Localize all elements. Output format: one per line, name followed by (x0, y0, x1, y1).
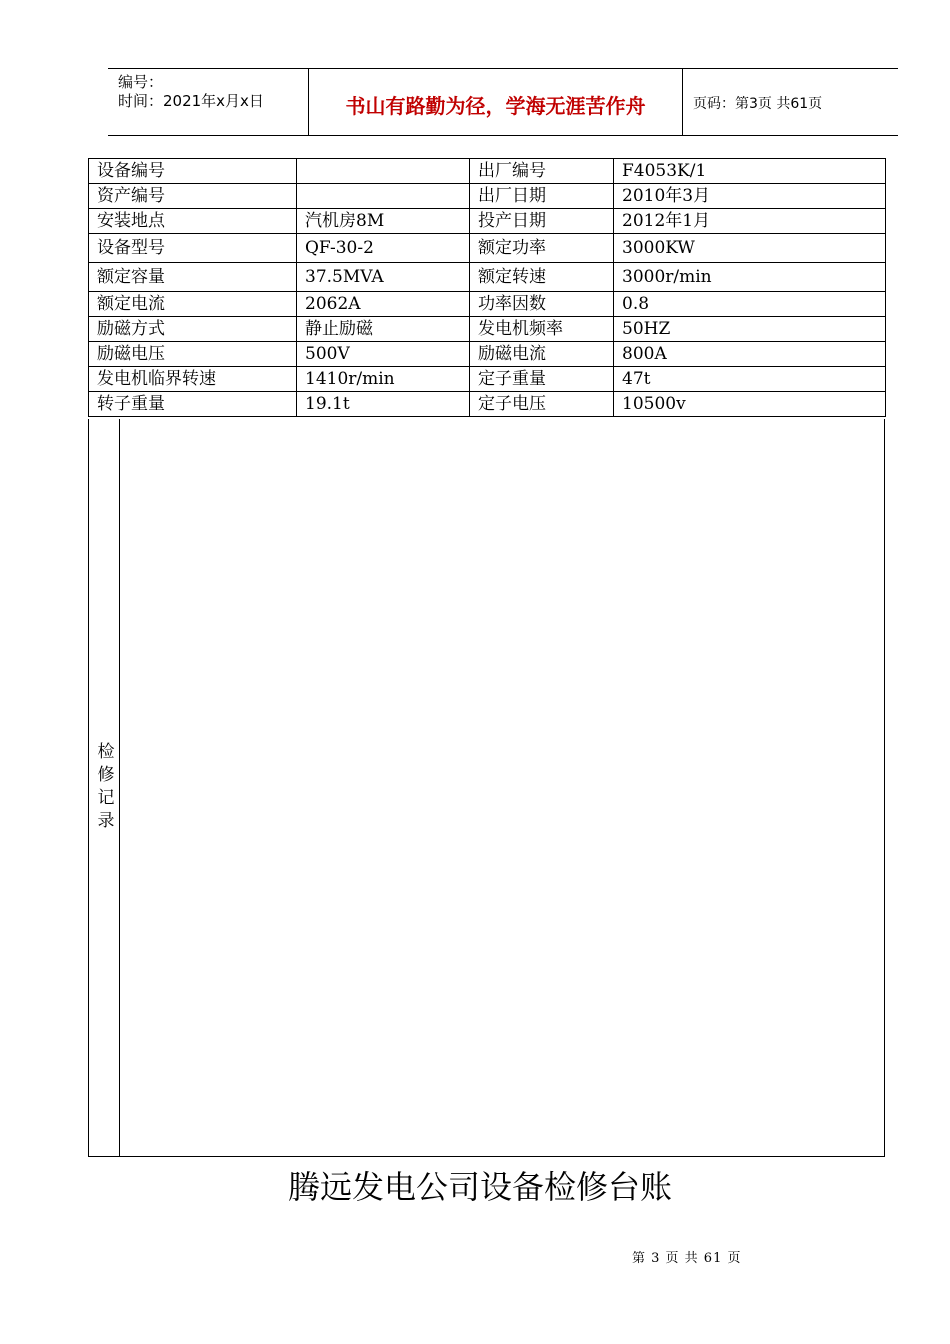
page-header (108, 68, 898, 136)
number-label: 编号： (118, 73, 164, 91)
page-number: 第 3 页 共 61 页 (632, 1251, 742, 1266)
record-label-cell (89, 419, 120, 1156)
table-row (89, 184, 886, 209)
spec-label-cell: 定子重量 (470, 367, 614, 392)
spec-value-cell: 2010年3月 (614, 184, 886, 209)
record-label: 检修记录 (93, 741, 114, 834)
spec-label-cell: 投产日期 (470, 209, 614, 234)
spec-value-cell: 汽机房8M (297, 209, 470, 234)
spec-label-cell: 额定容量 (89, 263, 297, 292)
spec-value-cell: F4053K/1 (614, 159, 886, 184)
table-row (89, 342, 886, 367)
spec-label-cell: 额定功率 (470, 234, 614, 263)
spec-value-cell: 37.5MVA (297, 263, 470, 292)
time-label: 时间：2021年x月x日 (118, 92, 264, 110)
header-page-info: 页码：第3页 共61页 (693, 96, 823, 112)
spec-value-cell: 3000KW (614, 234, 886, 263)
spec-label-cell: 定子电压 (470, 392, 614, 417)
spec-label-cell: 安装地点 (89, 209, 297, 234)
spec-label-cell: 励磁电流 (470, 342, 614, 367)
table-row (89, 392, 886, 417)
spec-label-cell: 功率因数 (470, 292, 614, 317)
spec-value-cell: QF-30-2 (297, 234, 470, 263)
spec-label-cell: 额定转速 (470, 263, 614, 292)
spec-value-cell: 19.1t (297, 392, 470, 417)
spec-label-cell: 出厂编号 (470, 159, 614, 184)
spec-value-cell: 2062A (297, 292, 470, 317)
table-row (89, 263, 886, 292)
header-meta (108, 69, 309, 135)
spec-value-cell (297, 159, 470, 184)
spec-label-cell: 励磁方式 (89, 317, 297, 342)
spec-label-cell: 额定电流 (89, 292, 297, 317)
spec-value-cell: 2012年1月 (614, 209, 886, 234)
spec-value-cell: 50HZ (614, 317, 886, 342)
spec-label-cell: 出厂日期 (470, 184, 614, 209)
spec-value-cell: 10500v (614, 392, 886, 417)
spec-label-cell: 励磁电压 (89, 342, 297, 367)
spec-value-cell: 静止励磁 (297, 317, 470, 342)
spec-value-cell: 47t (614, 367, 886, 392)
footer-title: 腾远发电公司设备检修台账 (287, 1168, 672, 1206)
table-row (89, 292, 886, 317)
table-row (89, 209, 886, 234)
spec-label-cell: 发电机临界转速 (89, 367, 297, 392)
spec-label-cell: 设备编号 (89, 159, 297, 184)
maintenance-record-area (88, 419, 885, 1157)
spec-value-cell: 3000r/min (614, 263, 886, 292)
spec-value-cell (297, 184, 470, 209)
spec-value-cell: 1410r/min (297, 367, 470, 392)
table-row (89, 234, 886, 263)
table-row (89, 367, 886, 392)
spec-label-cell: 转子重量 (89, 392, 297, 417)
header-motto: 书山有路勤为径，学海无涯苦作舟 (309, 69, 683, 135)
table-row (89, 317, 886, 342)
spec-value-cell: 0.8 (614, 292, 886, 317)
spec-label-cell: 设备型号 (89, 234, 297, 263)
spec-label-cell: 发电机频率 (470, 317, 614, 342)
spec-value-cell: 500V (297, 342, 470, 367)
spec-value-cell: 800A (614, 342, 886, 367)
table-row (89, 159, 886, 184)
spec-label-cell: 资产编号 (89, 184, 297, 209)
equipment-spec-table (88, 158, 886, 417)
